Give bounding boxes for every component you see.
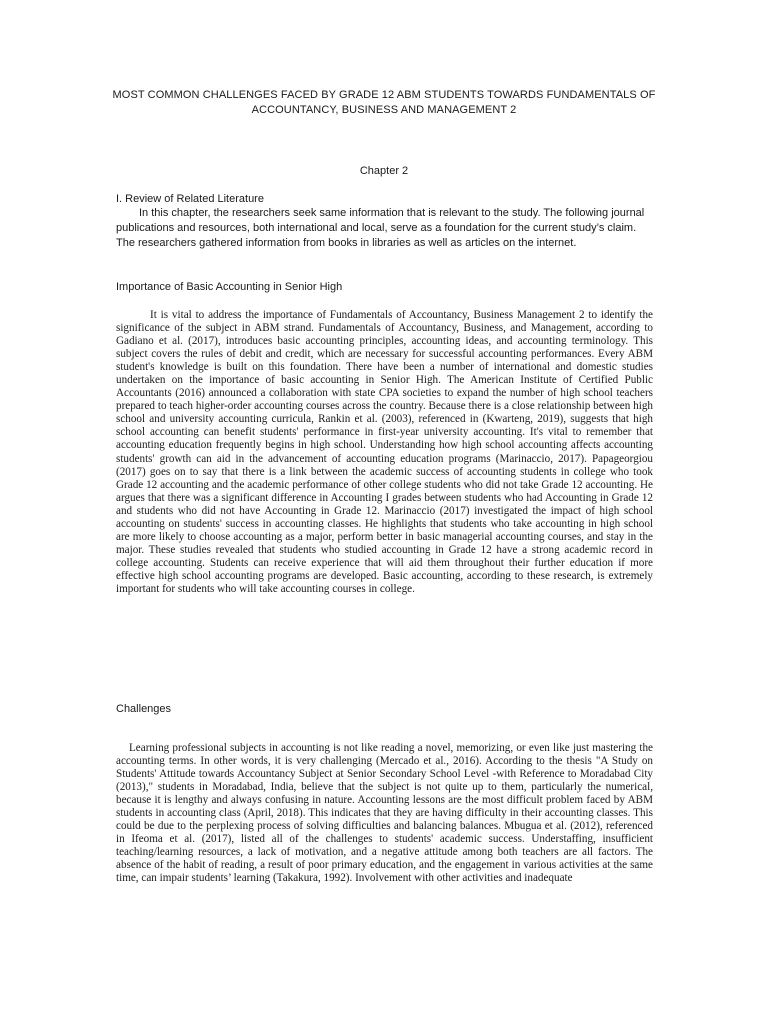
chapter-label: Chapter 2 bbox=[359, 165, 409, 177]
challenges-paragraph: Learning professional subjects in accounting is not like reading a novel, memorizing, or even like just mastering the accounting terms. In other words, it is very challenging (Mercado et al., 2016). According to the thesis "A Study on Students' Attitude towards Accountancy Subject at Senior Secondary School Level -with Reference to Moradabad City (2013)," students in Moradabad, India, believe that the subject is not quite up to them, particularly the numerical, because it is lengthy and always confusing in nature. Accounting lessons are the most difficult problem faced by ABM students in accounting class (April, 2018). This indicates that they are having difficulty in their accounting classes. This could be due to the perplexing process of solving difficulties and balancing balances. Mbugua et al. (2012), referenced in Ifeoma et al. (2017), listed all of the challenges to students' academic success. Understaffing, insufficient teaching/learning resources, a lack of motivation, and a negative attitude among both teachers are all factors. The absence of the habit of reading, a result of poor primary education, and the engagement in various activities at the same time, can impair students’ learning (Takakura, 1992). Involvement with other activities and inadequate bbox=[116, 742, 653, 885]
subsection-heading-importance: Importance of Basic Accounting in Senior High bbox=[116, 281, 343, 293]
intro-paragraph: In this chapter, the researchers seek same information that is relevant to the study. The following journal publications and resources, both international and local, serve as a foundation for the current study’s claim. The researchers gathered information from books in libraries as well as articles on the internet. bbox=[116, 207, 645, 249]
document-title: MOST COMMON CHALLENGES FACED BY GRADE 12 ABM STUDENTS TOWARDS FUNDAMENTALS OF ACCOUNTANCY, BUSINESS AND MANAGEMENT 2 bbox=[112, 89, 656, 116]
section-heading: I. Review of Related Literature bbox=[116, 193, 264, 205]
importance-paragraph: It is vital to address the importance of Fundamentals of Accountancy, Business Management 2 to identify the significance of the subject in ABM strand. Fundamentals of Accountancy, Business, and Management, according to Gadiano et al. (2017), introduces basic accounting principles, accounting ideas, and accounting terminology. This subject covers the rules of debit and credit, which are necessary for successful accounting performances. Every ABM student's knowledge is built on this foundation. There have been a number of international and domestic studies undertaken on the importance of basic accounting in Senior High. The American Institute of Certified Public Accountants (2016) announced a collaboration with state CPA societies to expand the number of high school teachers prepared to teach higher-order accounting courses across the country. Because there is a close relationship between high school and university accounting curricula, Rankin et al. (2003), referenced in (Kwarteng, 2019), suggests that high school accounting can benefit students' performance in first-year university accounting. It's vital to remember that accounting education frequently begins in high school. Understanding how high school accounting affects accounting students' growth can aid in the advancement of accounting education programs (Marinaccio, 2017). Papageorgiou (2017) goes on to say that there is a link between the academic success of accounting students in college who took Grade 12 accounting and the academic performance of other college students who did not take Grade 12 accounting. He argues that there was a significant difference in Accounting I grades between students who had Accounting in Grade 12 and students who did not have Accounting in Grade 12. Marinaccio (2017) investigated the impact of high school accounting on students' success in accounting classes. He highlights that students who take accounting in high school are more likely to choose accounting as a major, perform better in basic managerial accounting courses, and stay in the major. These studies revealed that students who studied accounting in Grade 12 have a strong academic record in college accounting. Students can receive experience that will aid them throughout their further education if more effective high school accounting programs are developed. Basic accounting, according to these research, is extremely important for students who will take accounting courses in college. bbox=[116, 309, 653, 595]
subsection-heading-challenges: Challenges bbox=[116, 703, 172, 715]
